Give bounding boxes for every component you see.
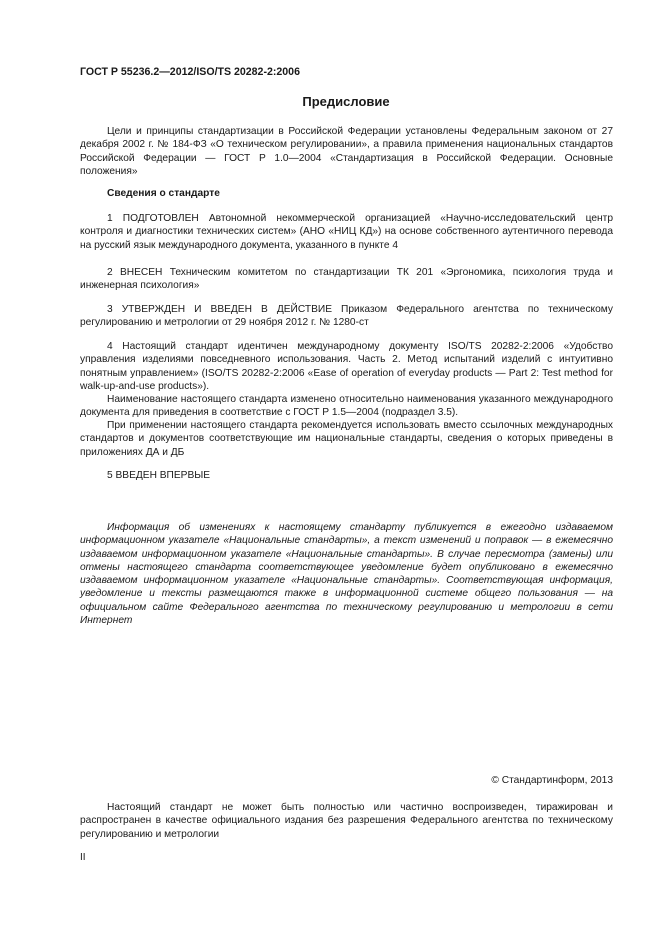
intro-paragraph: Цели и принципы стандартизации в Российской Федерации установлены Федеральным законом от 27 декабря 2002 г. № 184-ФЗ «О техническом регулировании», а правила применения национальных стандартов Российской Федерации — ГОСТ Р 1.0—2004 «Стандартизация в Российской Федерации. Основные положения» [80, 126, 613, 177]
page-number: II [80, 852, 86, 863]
section-title: Предисловие [302, 94, 390, 109]
reproduction-notice: Настоящий стандарт не может быть полностью или частично воспроизведен, тиражирован и распространен в качестве официального издания без разрешения Федерального агентства по техническому регулированию и метрологии [80, 802, 613, 840]
document-header: ГОСТ Р 55236.2—2012/ISO/TS 20282-2:2006 [80, 66, 300, 78]
item-2-introduced: 2 ВНЕСЕН Техническим комитетом по стандартизации ТК 201 «Эргономика, психология труда и инженерная психология» [80, 267, 613, 292]
item-4-references: При применении настоящего стандарта рекомендуется использовать вместо ссылочных международных стандартов и документов соответствующие им национальные стандарты, сведения о которых приведены в приложениях ДА и ДБ [80, 420, 613, 458]
item-4-name-change: Наименование настоящего стандарта изменено относительно наименования указанного международного документа для приведения в соответствие с ГОСТ Р 1.5—2004 (подраздел 3.5). [80, 394, 613, 419]
item-3-approved: 3 УТВЕРЖДЕН И ВВЕДЕН В ДЕЙСТВИЕ Приказом Федерального агентства по техническому регулированию и метрологии от 29 ноября 2012 г. № 1280-ст [80, 304, 613, 329]
item-4-identity: 4 Настоящий стандарт идентичен международному документу ISO/TS 20282-2:2006 «Удобство управления изделиями повседневного использования. Часть 2. Метод испытаний изделий с интуитивно понятным управлением» (ISO/TS 20282-2:2006 «Ease of operation of everyday products — Part 2: Test method for walk-up-and-use products»). [80, 341, 613, 392]
item-5-first-introduced: 5 ВВЕДЕН ВПЕРВЫЕ [107, 470, 211, 481]
changes-notice: Информация об изменениях к настоящему стандарту публикуется в ежегодно издаваемом информационном указателе «Национальные стандарты», а текст изменений и поправок — в ежемесячно издаваемом информационном указателе «Национальные стандарты». В случае пересмотра (замены) или отмены настоящего стандарта соответствующее уведомление будет опубликовано в ежемесячно издаваемом информационном указателе «Национальные стандарты». Соответствующая информация, уведомление и тексты размещаются также в информационной системе общего пользования — на официальном сайте Федерального агентства по техническому регулированию и метрологии в сети Интернет [80, 522, 613, 627]
copyright-notice: © Стандартинформ, 2013 [491, 775, 613, 786]
item-1-prepared: 1 ПОДГОТОВЛЕН Автономной некоммерческой организацией «Научно-исследовательский центр контроля и диагностики технических систем» (АНО «НИЦ КД») на основе собственного аутентичного перевода на русский язык международного документа, указанного в пункте 4 [80, 213, 613, 251]
standard-info-heading: Сведения о стандарте [107, 188, 220, 199]
